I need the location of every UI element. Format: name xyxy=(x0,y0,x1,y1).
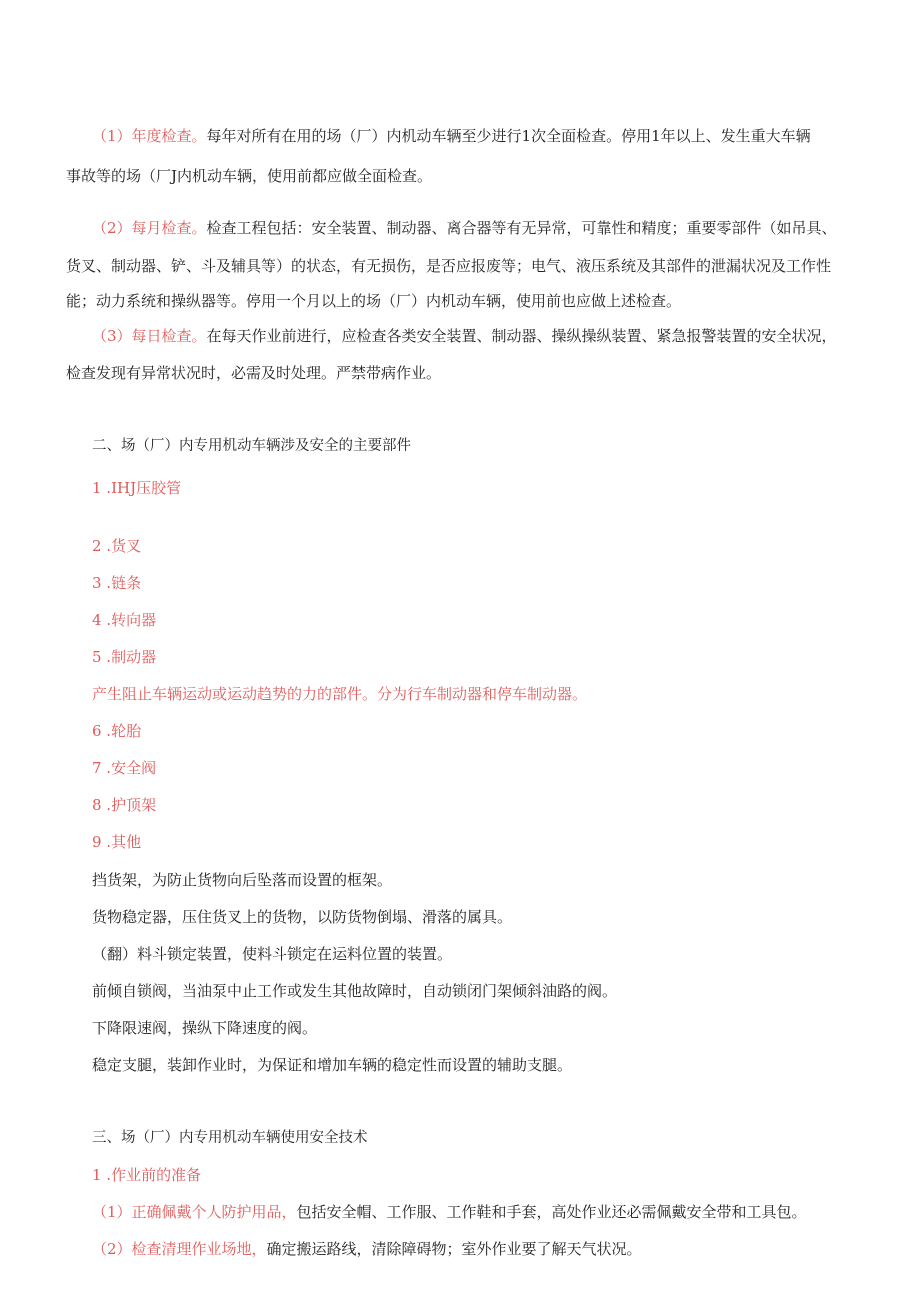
component-item-7: 7 .安全阀 xyxy=(92,759,157,777)
prep-subheading: 1 .作业前的准备 xyxy=(92,1166,202,1184)
daily-check-line-2: 检查发现有异常状况时，必需及时处理。严禁带病作业。 xyxy=(66,364,442,382)
daily-check-line-1 xyxy=(92,326,837,346)
component-item-2: 2 .货叉 xyxy=(92,537,142,555)
section-3-heading: 三、场（厂）内专用机动车辆使用安全技术 xyxy=(92,1130,368,1146)
component-item-4: 4 .转向器 xyxy=(92,611,157,629)
daily-check-text: 在每天作业前进行，应检查各类安全装置、制动器、操纵操纵装置、紧急报警装置的安全状况， xyxy=(206,327,837,345)
annual-check-line-1 xyxy=(92,126,811,146)
component-item-5: 5 .制动器 xyxy=(92,648,157,666)
prep-point-1-label: （1）正确佩戴个人防护用品， xyxy=(92,1203,297,1221)
other-part-5: 下降限速阀，操纵下降速度的阀。 xyxy=(92,1019,318,1037)
other-part-3: （翻）料斗锁定装置，使料斗锁定在运料位置的装置。 xyxy=(92,945,453,963)
prep-point-1 xyxy=(92,1202,807,1222)
prep-point-1-text: 包括安全帽、工作服、工作鞋和手套，高处作业还必需佩戴安全带和工具包。 xyxy=(296,1203,807,1221)
monthly-check-text: 检查工程包括：安全装置、制动器、离合器等有无异常，可靠性和精度；重要零部件（如吊具、 xyxy=(206,219,837,237)
monthly-check-label: （2）每月检查。 xyxy=(92,219,207,237)
component-item-8: 8 .护顶架 xyxy=(92,796,157,814)
monthly-check-line-3: 能；动力系统和操纵器等。停用一个月以上的场（厂）内机动车辆，使用前也应做上述检查。 xyxy=(66,292,682,310)
annual-check-line-2: 事故等的场（厂J内机动车辆，使用前都应做全面检查。 xyxy=(66,167,433,185)
prep-point-2-text: 确定搬运路线，清除障碍物；室外作业要了解天气状况。 xyxy=(266,1240,642,1258)
monthly-check-line-1 xyxy=(92,218,837,238)
other-part-4: 前倾自锁阀，当油泵中止工作或发生其他故障时，自动锁闭门架倾斜油路的阀。 xyxy=(92,982,618,1000)
daily-check-label: （3）每日检查。 xyxy=(92,327,207,345)
other-part-2: 货物稳定器，压住货叉上的货物，以防货物倒塌、滑落的属具。 xyxy=(92,908,513,926)
brake-description: 产生阻止车辆运动或运动趋势的力的部件。分为行车制动器和停车制动器。 xyxy=(92,685,588,703)
prep-point-2-label: （2）检查清理作业场地， xyxy=(92,1240,267,1258)
section-2-heading: 二、场（厂）内专用机动车辆涉及安全的主要部件 xyxy=(92,438,411,454)
prep-point-2 xyxy=(92,1239,642,1259)
annual-check-text: 每年对所有在用的场（厂）内机动车辆至少进行1次全面检查。停用1年以上、发生重大车辆 xyxy=(206,127,811,145)
annual-check-label: （1）年度检查。 xyxy=(92,127,207,145)
component-item-9: 9 .其他 xyxy=(92,833,142,851)
monthly-check-line-2: 货叉、制动器、铲、斗及辅具等）的状态，有无损伤，是否应报废等；电气、液压系统及其部件的泄漏状况及工作性 xyxy=(66,257,832,275)
component-item-1: 1 .IHJ压胶管 xyxy=(92,479,182,497)
other-part-6: 稳定支腿，装卸作业时，为保证和增加车辆的稳定性而设置的辅助支腿。 xyxy=(92,1056,573,1074)
other-part-1: 挡货架，为防止货物向后坠落而设置的框架。 xyxy=(92,871,393,889)
component-item-3: 3 .链条 xyxy=(92,574,142,592)
component-item-6: 6 .轮胎 xyxy=(92,722,142,740)
